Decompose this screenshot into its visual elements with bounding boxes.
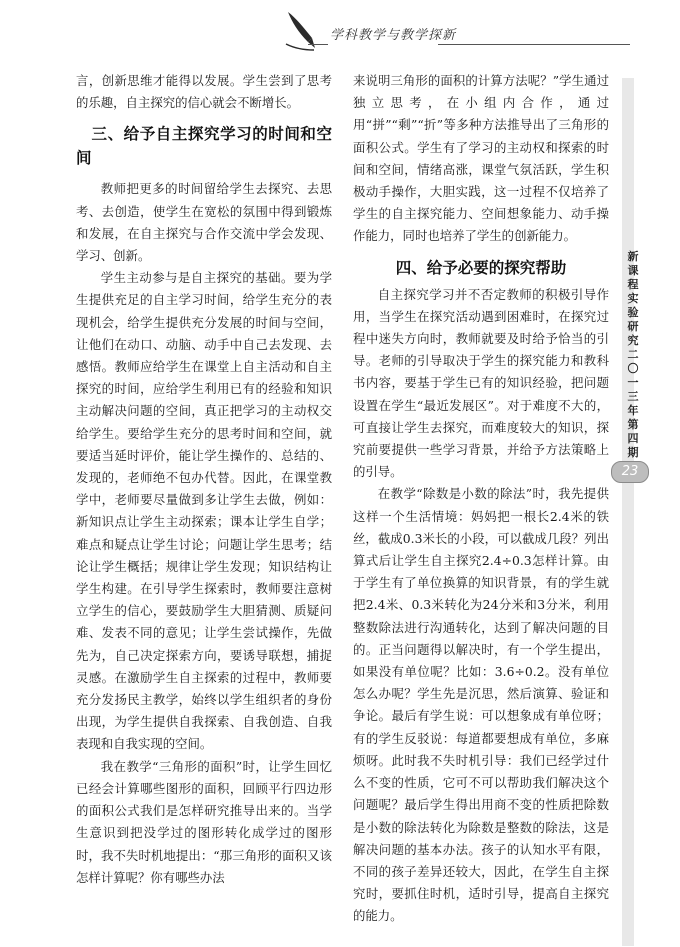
section-heading-3: 三、给予自主探究学习的时间和空间	[76, 125, 332, 168]
paragraph: 来说明三角形的面积的计算方法呢？”学生通过独立思考，在小组内合作，通过用“拼”“剩”“折”等多种方法推导出了三角形的面积公式。学生有了学习的主动权和探索的时间和空间，情绪高涨，课堂气氛活跃，学生积极动手操作，大胆实践，这一过程不仅培养了学生的自主探究能力、空间想象能力、动手操作能力，同时也培养了学生的创新能力。	[353, 73, 609, 244]
right-column	[353, 70, 609, 928]
paragraph: 在教学“除数是小数的除法”时，我先提供这样一个生活情境：妈妈把一根长2.4米的铁丝，截成0.3米长的小段，可以截成几段？列出算式后让学生自主探究2.4÷0.3怎样计算。由于学生有了单位换算的知识背景，有的学生就把2.4米、0.3米转化为24分米和3分米，利用整数除法进行沟通转化，达到了解决问题的目的。正当问题得以解决时，有一个学生提出，如果没有单位呢？比如：3.6÷0.2。没有单位怎么办呢？学生先是沉思，然后演算、验证和争论。最后有学生说：可以想象成有单位呀；有的学生反驳说：每道都要想成有单位，多麻烦呀。此时我不失时机引导：我们已经学过什么不变的性质，它可不可以帮助我们解决这个问题呢？最后学生得出用商不变的性质把除数是小数的除法转化为除数是整数的除法，这是解决问题的基本办法。孩子的认知水平有限，不同的孩子差异还较大，因此，在学生自主探究时，要抓住时机，适时引导，提高自主探究的能力。	[353, 486, 609, 924]
header-rule	[438, 44, 630, 45]
page-number-badge: 23	[611, 461, 649, 483]
paragraph: 言，创新思维才能得以发展。学生尝到了思考的乐趣，自主探究的信心就会不断增长。	[76, 73, 332, 111]
pen-nib-icon	[282, 8, 322, 52]
header-title: 学科教学与教学探新	[330, 28, 457, 43]
left-column	[76, 70, 332, 889]
paragraph: 教师把更多的时间留给学生去探究、去思考、去创造，使学生在宽松的氛围中得到锻炼和发展，在自主探究与合作交流中学会发现、学习、创新。	[76, 181, 332, 264]
paragraph: 我在教学“三角形的面积”时，让学生回忆已经会计算哪些图形的面积，回顾平行四边形的面积公式我们是怎样研究推导出来的。当学生意识到把没学过的图形转化成学过的图形时，我不失时机地提出：“那三角形的面积又该怎样计算呢？你有哪些办法	[76, 758, 332, 885]
page-sidebar	[622, 78, 634, 946]
paragraph: 自主探究学习并不否定教师的积极引导作用，当学生在探究活动遇到困难时，在探究过程中迷失方向时，教师就要及时给予恰当的引导。老师的引导取决于学生的探究能力和教科书内容，要基于学生已有的知识经验，把问题设置在学生“最近发展区”。对于难度不大的，可直接让学生去探究，而难度较大的知识，探究前要提供一些学习背景，并给予方法策略上的引导。	[353, 286, 609, 480]
journal-issue-label: 新课程实验研究 二〇一三年 第四期	[627, 250, 639, 459]
paragraph: 学生主动参与是自主探究的基础。要为学生提供充足的自主学习时间，给学生充分的表现机会，给学生提供充分发展的时间与空间，让他们在动口、动脑、动手中自己去发现、去感悟。教师应给学生在课堂上自主活动和自主探究的时间，应给学生利用已有的经验和知识主动解决问题的空间，真正把学习的主动权交给学生。要给学生充分的思考时间和空间，就要适当延时评价，能让学生操作的、总结的、发现的，老师绝不包办代替。因此，在课堂教学中，老师要尽量做到多让学生去做，例如：新知识点让学生主动探索；课本让学生自学；难点和疑点让学生讨论；问题让学生思考；结论让学生概括；规律让学生发现；知识结构让学生构建。在引导学生探索时，教师要注意树立学生的信心，要鼓励学生大胆猜测、质疑问难、发表不同的意见；让学生尝试操作，先做先为，自己决定探索方向，要诱导联想，捕捉灵感。在激励学生自主探索的过程中，教师要充分发扬民主教学，始终以学生组织者的身份出现，为学生提供自我探索、自我创造、自我表现和自我实现的空间。	[76, 270, 332, 752]
section-heading-4: 四、给予必要的探究帮助	[395, 258, 567, 277]
header-rule-left	[308, 44, 328, 45]
